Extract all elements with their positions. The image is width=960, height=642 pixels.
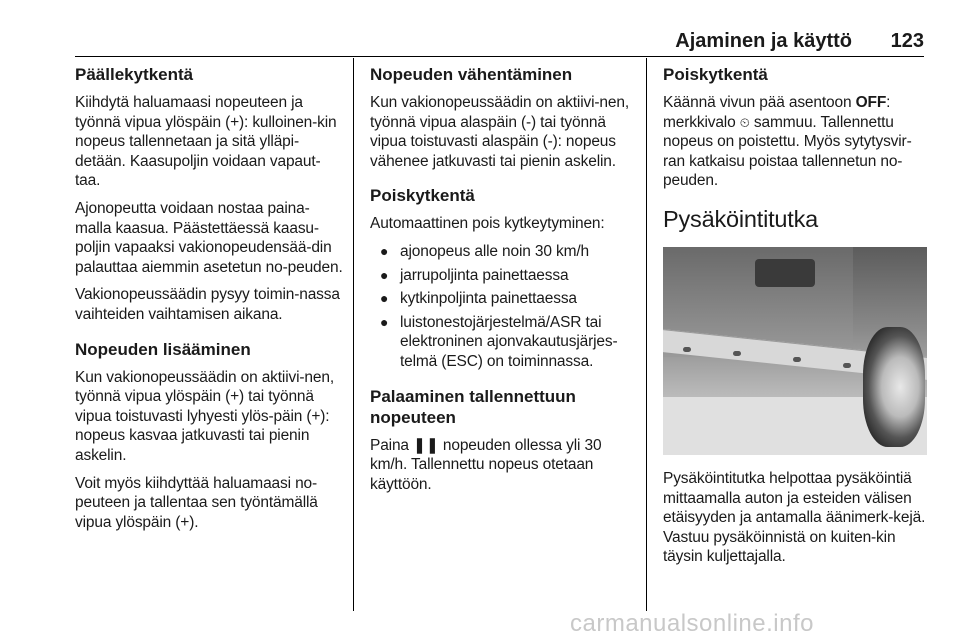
paragraph: Kiihdytä haluamaasi nopeuteen ja työnnä vipua ylöspäin (+): kulloinen-kin nopeus tallennetaan ja sitä ylläpi-detään. Kaasupoljin voidaan vapaut-taa.: [75, 94, 337, 190]
list-item: ● jarrupoljinta painettaessa: [380, 266, 569, 284]
parking-sensor-icon: [733, 351, 741, 356]
bullet-icon: ●: [380, 290, 389, 307]
column-2: [370, 64, 634, 502]
page-header: [0, 30, 960, 58]
header-divider: [75, 56, 924, 57]
column-divider-1: [353, 58, 354, 611]
parking-sensor-photo: [663, 247, 927, 455]
parking-sensor-icon: [843, 363, 851, 368]
heading-increase-speed: Nopeuden lisääminen: [75, 339, 251, 359]
paragraph: Pysäköintitutka helpottaa pysäköintiä mittaamalla auton ja esteiden välisen etäisyyden ja antamalla äänimerk-kejä. Vastuu pysäköinnistä on kuiten-kin täysin kuljettajalla.: [663, 469, 926, 566]
list-item: ● luistonestojärjestelmä/ASR tai elektroninen ajonvakautusjärjes-telmä (ESC) on toiminnassa.: [380, 313, 618, 370]
paragraph: Automaattinen pois kytkeytyminen:: [370, 215, 605, 233]
bullet-icon: ●: [380, 313, 389, 330]
bullet-icon: ●: [380, 266, 389, 283]
chapter-title: Ajaminen ja käyttö: [675, 30, 852, 52]
parking-sensor-icon: [683, 347, 691, 352]
paragraph: Ajonopeutta voidaan nostaa paina-malla kaasua. Päästettäessä kaasu-poljin vapaaksi vakionopeudensää-din palauttaa aiemmin asetetun no-peuden.: [75, 199, 343, 276]
off-label: OFF: [855, 94, 887, 111]
column-divider-2: [646, 58, 647, 611]
list-item: ● kytkinpoljinta painettaessa: [380, 290, 577, 308]
bullet-icon: ●: [380, 242, 389, 259]
cruise-control-indicator-icon: ⏲: [739, 114, 750, 130]
deactivation-list: [370, 242, 634, 372]
heading-activation: Päällekytkentä: [75, 65, 194, 84]
door-handle: [755, 259, 815, 287]
paragraph: Käännä vivun pää asentoon OFF: merkkivalo ⏲ sammuu. Tallennettu nopeus on poistettu. Myös sytytysvir-ran katkaisu poistaa tallennetun no-peuden.: [663, 94, 912, 190]
heading-decrease-speed: Nopeuden vähentäminen: [370, 65, 573, 84]
parking-sensor-icon: [793, 357, 801, 362]
paragraph: Paina ❚❚ nopeuden ollessa yli 30 km/h. Tallennettu nopeus otetaan käyttöön.: [370, 436, 602, 493]
paragraph: Voit myös kiihdyttää haluamaasi no-peuteen ja tallentaa sen työntämällä vipua ylöspäin (+).: [75, 474, 318, 531]
rear-wheel: [863, 327, 925, 447]
paragraph: Kun vakionopeussäädin on aktiivi-nen, työnnä vipua ylöspäin (+) tai työnnä vipua toistuvasti lyhyesti ylös-päin (+): nopeus kasvaa jatkuvasti tai pienin askelin.: [75, 368, 334, 464]
watermark: carmanualsonline.info: [570, 610, 814, 637]
column-3: [663, 64, 927, 575]
heading-switch-off: Poiskytkentä: [663, 65, 768, 84]
paragraph: Vakionopeussäädin pysyy toimin-nassa vaihteiden vaihtamisen aikana.: [75, 286, 340, 323]
column-1: [75, 64, 343, 540]
heading-deactivation: Poiskytkentä: [370, 186, 475, 206]
section-title-parking-assist: Pysäköintitutka: [663, 205, 819, 232]
heading-resume-speed: Palaaminen tallennettuun nopeuteen: [370, 386, 576, 427]
paragraph: Kun vakionopeussäädin on aktiivi-nen, työnnä vipua alaspäin (-) tai työnnä vipua toistuvasti alaspäin (-): nopeus vähenee jatkuvasti tai pienin askelin.: [370, 94, 629, 170]
list-item: ● ajonopeus alle noin 30 km/h: [380, 242, 589, 260]
page-number: 123: [890, 30, 924, 52]
